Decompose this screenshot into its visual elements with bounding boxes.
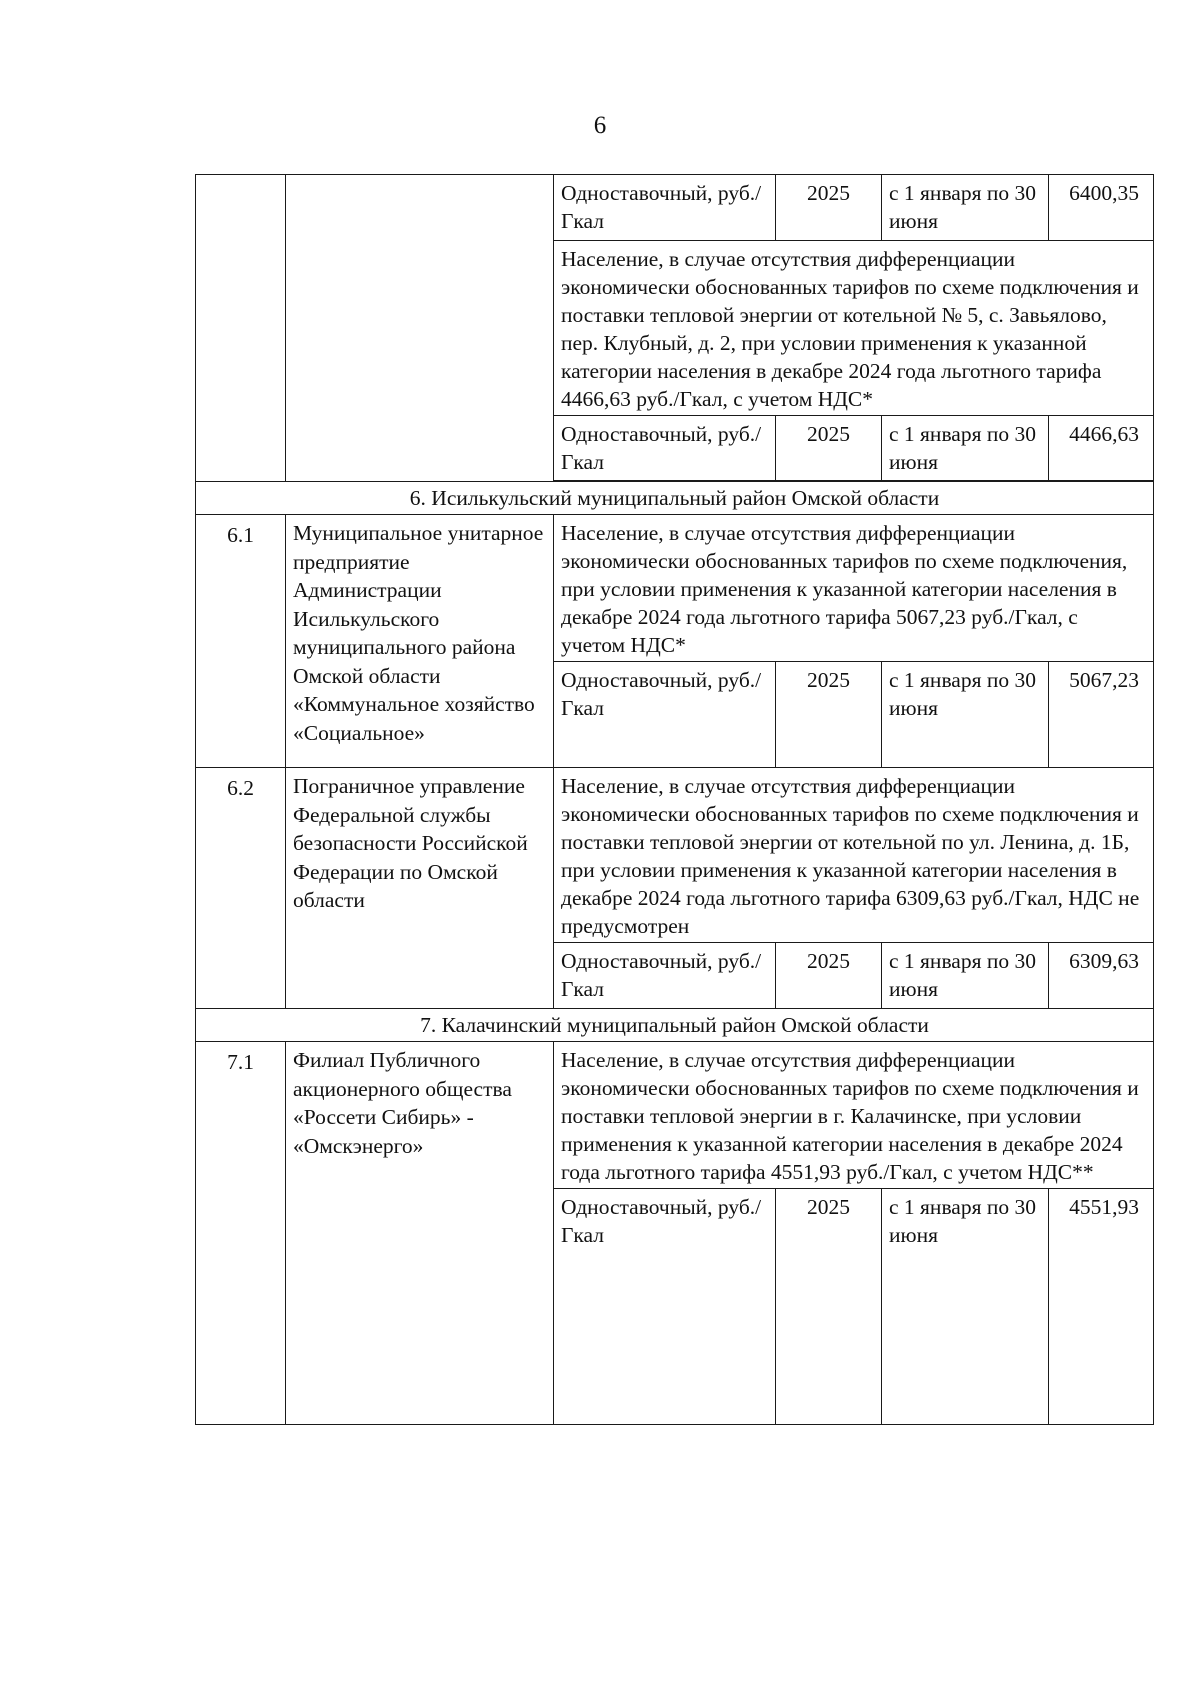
period-cell: с 1 января по 30 июня	[882, 416, 1049, 481]
entry-number: 7.1	[196, 1042, 286, 1425]
description-cell: Население, в случае отсутствия дифференциации экономически обоснованных тарифов по схеме подключения и поставки тепловой энергии в г. Калачинске, при условии применения к указанной категории населения в декабре 2024 года льготного тарифа 4551,93 руб./Гкал, с учетом НДС**	[554, 1042, 1154, 1189]
description-cell: Население, в случае отсутствия дифференциации экономически обоснованных тарифов по схеме подключения и поставки тепловой энергии от котельной по ул. Ленина, д. 1Б, при условии применения к указанной категории населения в декабре 2024 года льготного тарифа 6309,63 руб./Гкал, НДС не предусмотрен	[554, 768, 1154, 943]
page-number: 6	[593, 112, 607, 139]
period-cell: с 1 января по 30 июня	[882, 943, 1049, 1009]
tariff-type-cell: Одноставочный, руб./Гкал	[554, 416, 776, 481]
description-cell: Население, в случае отсутствия дифференциации экономически обоснованных тарифов по схеме подключения, при условии применения к указанной категории населения в декабре 2024 года льготного тарифа 5067,23 руб./Гкал, с учетом НДС*	[554, 515, 1154, 662]
table-row	[196, 768, 1154, 943]
period-cell: с 1 января по 30 июня	[882, 1189, 1049, 1425]
section-title: 6. Исилькульский муниципальный район Омской области	[196, 482, 1154, 515]
table-row	[196, 175, 1154, 241]
organization-name: Пограничное управление Федеральной службы безопасности Российской Федерации по Омской области	[286, 768, 554, 1009]
tariff-value-cell: 6400,35	[1049, 175, 1154, 241]
period-cell: с 1 января по 30 июня	[882, 175, 1049, 241]
tariff-value-cell: 6309,63	[1049, 943, 1154, 1009]
entry-number: 6.1	[196, 515, 286, 768]
year-cell: 2025	[776, 416, 882, 481]
section-title: 7. Калачинский муниципальный район Омской области	[196, 1009, 1154, 1042]
entry-number: 6.2	[196, 768, 286, 1009]
year-cell: 2025	[776, 662, 882, 768]
period-cell: с 1 января по 30 июня	[882, 662, 1049, 768]
tariff-type-cell: Одноставочный, руб./Гкал	[554, 943, 776, 1009]
tariff-value-cell: 4466,63	[1049, 416, 1154, 481]
number-cell	[196, 175, 286, 482]
organization-name: Муниципальное унитарное предприятие Администрации Исилькульского муниципального района Омской области «Коммунальное хозяйство «Социальное»	[286, 515, 554, 768]
table-row	[196, 515, 1154, 662]
tariff-value-cell: 4551,93	[1049, 1189, 1154, 1425]
year-cell: 2025	[776, 943, 882, 1009]
description-cell: Население, в случае отсутствия дифференциации экономически обоснованных тарифов по схеме подключения и поставки тепловой энергии от котельной № 5, с. Завьялово, пер. Клубный, д. 2, при условии применения к указанной категории населения в декабре 2024 года льготного тарифа 4466,63 руб./Гкал, с учетом НДС*	[554, 241, 1154, 416]
tariff-type-cell: Одноставочный, руб./Гкал	[554, 175, 776, 241]
tariff-type-cell: Одноставочный, руб./Гкал	[554, 662, 776, 768]
organization-name: Филиал Публичного акционерного общества «Россети Сибирь» - «Омскэнерго»	[286, 1042, 554, 1425]
year-cell: 2025	[776, 1189, 882, 1425]
section-header-row	[196, 482, 1154, 515]
section-header-row	[196, 1009, 1154, 1042]
tariff-value-cell: 5067,23	[1049, 662, 1154, 768]
tariff-table	[195, 174, 1154, 1425]
table-row	[196, 1042, 1154, 1189]
organization-cell	[286, 175, 554, 482]
year-cell: 2025	[776, 175, 882, 241]
tariff-type-cell: Одноставочный, руб./Гкал	[554, 1189, 776, 1425]
